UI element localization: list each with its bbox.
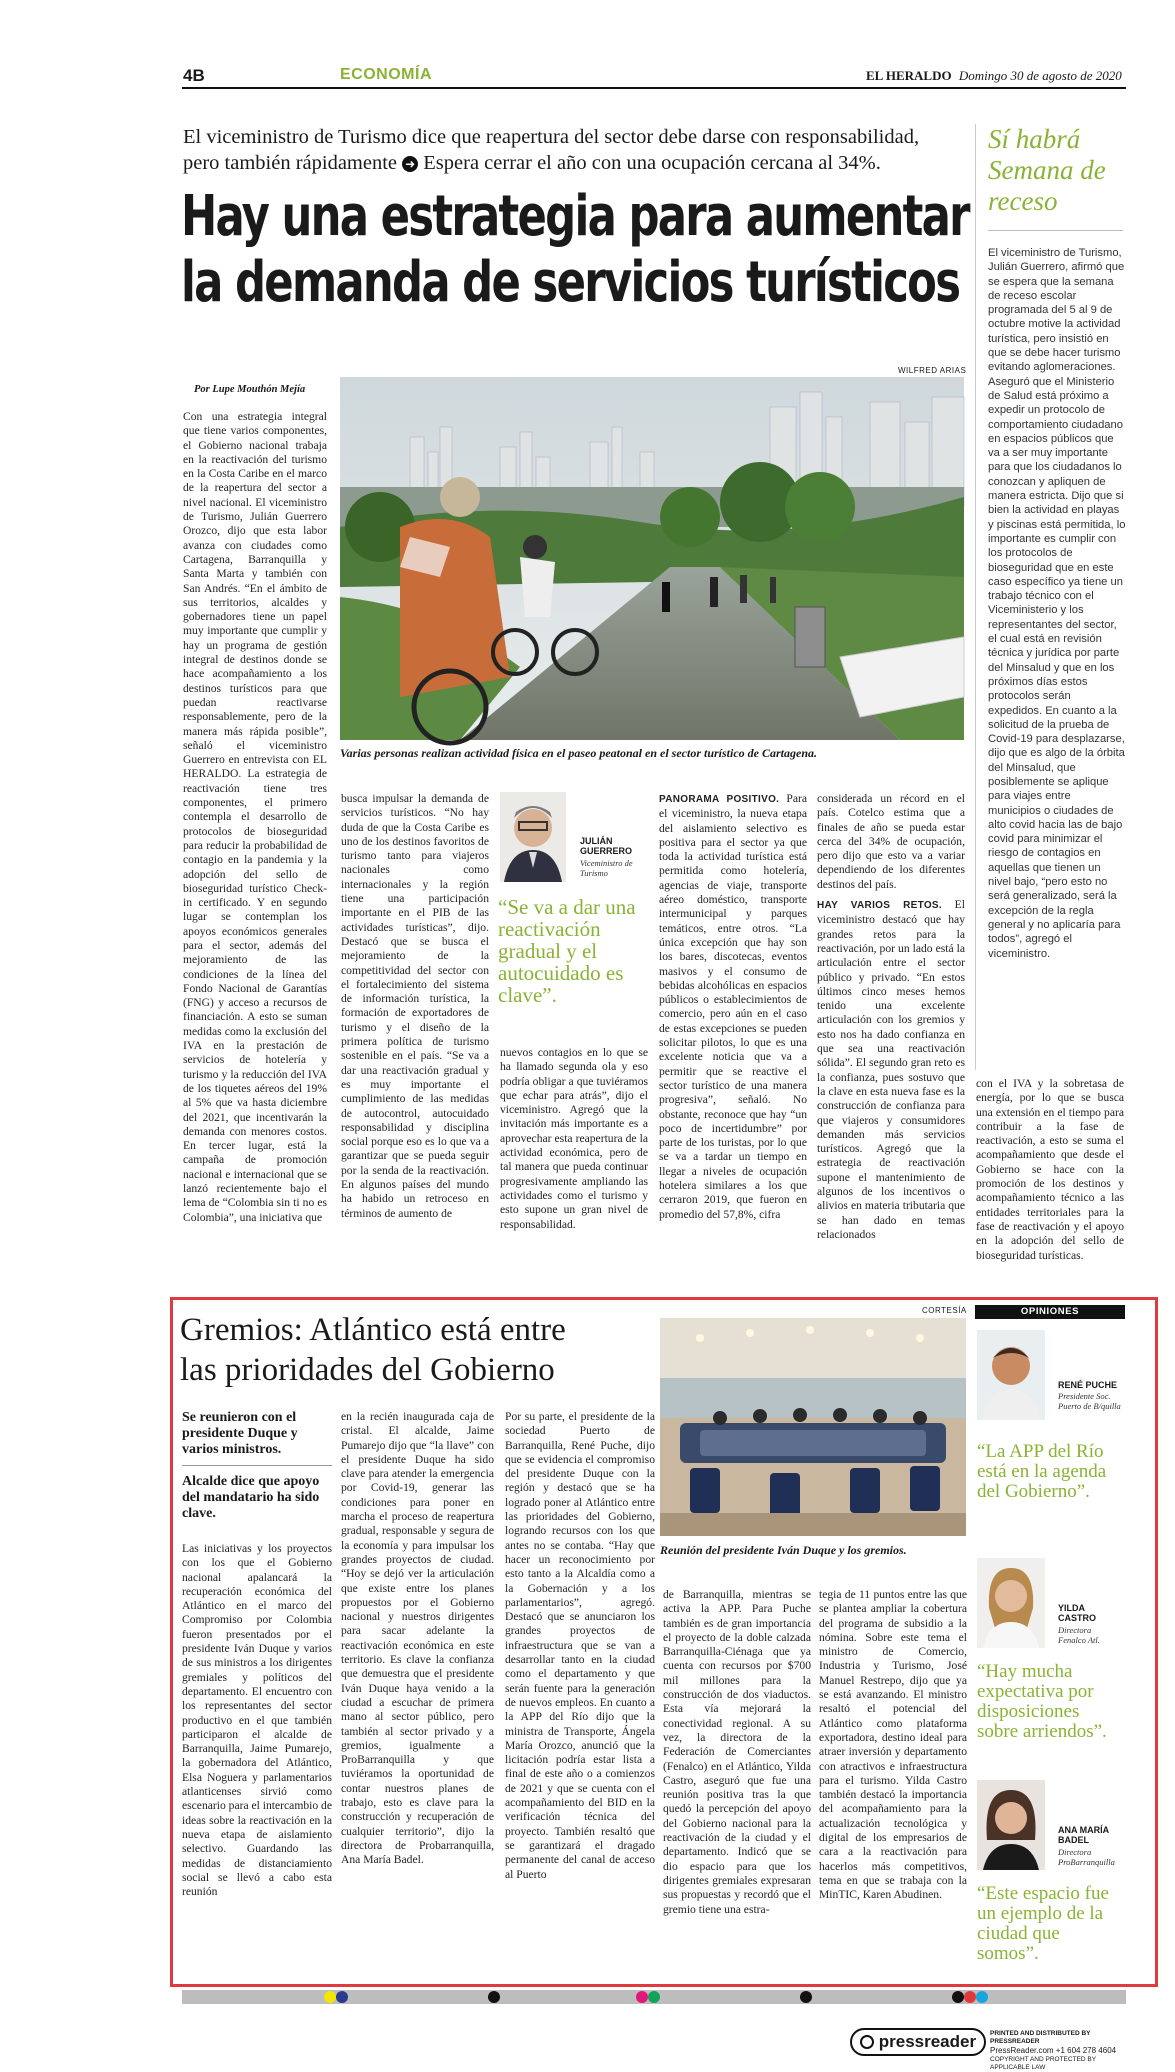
pressreader-brand: pressreader [878, 2032, 977, 2051]
opinion-photo-2 [977, 1558, 1045, 1648]
cartagena-photo [340, 377, 964, 740]
opinion-name-3: ANA MARÍA BADEL [1058, 1825, 1109, 1845]
opinion-quote-1: “La APP del Río está en la agenda del Gobierno”. [977, 1441, 1107, 1502]
main-column-3: nuevos contagios en lo que se ha llamado segunda ola y eso podría obligar a que tuviéramos que echar para atrás”, dijo el viceministro. Agregó que la invitación más importante es a aprovechar esta reapertura de la actividad económica, pero de tal manera que pueda continuar progresivamente ampliando las actividades como el turismo y esto supone un gran nivel de responsabilidad. [500, 1046, 648, 1231]
opinion-role-3: Directora ProBarranquilla [1058, 1847, 1115, 1867]
second-photo-credit: CORTESÍA [922, 1306, 967, 1315]
date: Domingo 30 de agosto de 2020 [958, 68, 1122, 83]
portrait-name: JULIÁN GUERRERO [580, 836, 633, 856]
opinion-photo-3 [977, 1780, 1045, 1870]
photo-caption: Varias personas realizan actividad física en el paseo peatonal en el sector turístico de Cartagena. [340, 746, 817, 760]
column-5-text-b: El viceministro destacó que hay grandes retos para la reactivación, por un lado está la articulación entre el sector público y privado. “En estos últimos cinco meses hemos tenido una excelente articulación con los gremios y esto nos ha dado confianza en que sea una reactivación sólida”. El segundo gran reto es la confianza, pues sostuvo que la clave en esta nueva fase es la construcción de confianza para que viajeros y consumidores demanden más servicios turísticos. Agregó que la estrategia de reactivación supone el mantenimiento de algunos de los incentivos o alivios en materia tributaria que se han dado en temas relacionados [817, 898, 965, 1241]
second-headline [180, 1310, 650, 1390]
headline-line-2: la demanda de servicios turísticos [181, 250, 960, 315]
main-column-6: con el IVA y la sobretasa de energía, por lo que se busca una extensión en el tiempo para contribuir a la fase de reactivación, a esto se suma el acompañamiento que desde el Gobierno se hace con la promoción de los destinos y acompañamiento técnico a las entidades territoriales para la fase de reactivación y el apoyo en la adopción del sello de bioseguridad turísticas. [976, 1077, 1124, 1262]
main-headline [181, 184, 969, 316]
second-column-2: en la recién inaugurada caja de cristal. El alcalde, Jaime Pumarejo dijo que “la llave” con el presidente Duque ha sido clave para atender la emergencia por Covid-19, generar las condiciones para poner en marcha el proceso de reapertura gradual, responsable y segura de la economía y para impulsar los grandes proyectos de ciudad. “Hoy se dejó ver la articulación que existe entre los planes propuestos por el Gobierno nacional y nuestros dirigentes para sacar adelante la reactivación económica en este territorio. Es clave la confianza que demuestra que el presidente Iván Duque haya venido a la ciudad a escuchar de primera mano al sector público, pero también al sector privado y a gremios, igualmente a ProBarranquilla y que tuviéramos la oportunidad de contar nuestros planes de trabajo, esto es clave para la construcción y recuperación de cualquier territorio”, dijo la directora de Probarranquilla, Ana María Badel. [341, 1410, 494, 1867]
column-5-text: considerada un récord en el país. Cotelco estima que a finales de año se pueda estar cerca del 34% de ocupación, pero dijo que esto va a variar dependiendo de los diferentes destinos del país. [817, 792, 965, 891]
opinion-role-1: Presidente Soc. Puerto de B/quilla [1058, 1391, 1121, 1411]
headline-line-1: Hay una estrategia para aumentar [181, 184, 969, 249]
footer-printed: PRINTED AND DISTRIBUTED BY PRESSREADER [990, 2030, 1091, 2045]
main-column-1: Con una estrategia integral que tiene varios componentes, el Gobierno nacional trabaja en la reactivación del turismo en la Costa Caribe en el marco de la reapertura del sector a nivel nacional. El viceministro de Turismo, Julián Guerrero Orozco, dijo que esta labor avanza con ciudades como Cartagena, Barranquilla y Santa Marta y también con San Andrés. “En el ámbito de sus territorios, alcaldes y gobernadores tiene un papel muy importante que cumplir y hay un programa de gestión integral de destinos donde se hace acompañamiento a los destinos turísticos para que puedan reactivarse responsablemente, pero de la manera más rápida posible”, señaló el viceministro Guerrero en entrevista con EL HERALDO. La estrategia de reactivación tiene tres componentes, el primero contempla el desarrollo de protocolos de bioseguridad para reducir la probabilidad de contagio en la pandemia y la adopción del sello de bioseguridad turístico Check-in certificado. Y en segundo lugar se contemplan los apoyos económicos generales para el sector, además del mejoramiento de las condiciones de la línea del Fondo Nacional de Garantías (FNG) y acceso a recursos de financiación. A esto se suman medidas como la exclusión del IVA en la prestación de servicios de hotelería y turismo y la reducción del IVA de los tiquetes aéreos del 19% al 5% que va hasta diciembre del 2021, que incentivarán la demanda con menores costos. En tercer lugar, está la campaña de promoción nacional e internacional que se lanzó recientemente bajo el lema de “Colombia sin ti no es Colombia”, una iniciativa que [183, 410, 327, 1224]
column-4-text: Para el viceministro, la nueva etapa del aislamiento selectivo es positiva para el sector ya que toda la actividad turística está permitida como hotelería, agencias de viaje, transporte aéreo doméstico, transporte intermunicipal y parques temáticos, entre otros. “La única excepción que hay son los bares, discotecas, eventos masivos y el consumo de bebidas alcohólicas en espacios públicos o establecimientos de comercio, pero aún en el caso de estas excepciones se pueden solicitar pilotos, lo que es una excelente noticia que va a permitir que se reactive el sector turístico de una manera progresiva”, señaló. No obstante, reconoce que hay “un poco de incertidumbre” por parte de los turistas, por lo que se va a tardar un tiempo en llegar a niveles de ocupación hotelera similares a los que cerraron 2019, que fueron en promedio del 57,8%, cifra [659, 792, 807, 1221]
footer-info [990, 2030, 1125, 2072]
second-column-3: Por su parte, el presidente de la sociedad Puerto de Barranquilla, René Puche, dijo que se evidencia el compromiso del presidente Duque con la región y destacó que se ha logrado poner al Atlántico entre las prioridades del Gobierno, logrando recursos con los que antes no se contaba. “Hay que hacer un reconocimiento por esto tanto a la Alcaldía como a la Gobernación y a los parlamentarios”, agregó. Destacó que se anunciaron los grandes proyectos de infraestructura que se van a desarrollar tanto en la ciudad como el departamento y que serán fuente para la generación de nuevos empleos. En cuanto a la APP del Río dijo que la ministra de Transporte, Ángela María Orozco, anunció que la licitación podría estar lista a final de este año o a comienzos de 2021 y que se cuenta con el acompañamiento del BID en la verificación técnica del proyecto. También resaltó que se garantizará el dragado permanente del canal de acceso al Puerto [505, 1410, 655, 1881]
column-5-lead: HAY VARIOS RETOS. [817, 900, 942, 912]
deck-rule [182, 1465, 332, 1466]
opinion-name-2: YILDA CASTRO [1058, 1603, 1096, 1623]
registration-dots [182, 1990, 1126, 2004]
byline: Por Lupe Mouthón Mejía [194, 384, 306, 395]
meeting-photo [660, 1318, 966, 1536]
pull-quote: “Se va a dar una reactivación gradual y el autocuidado es clave”. [498, 895, 636, 1007]
opinion-quote-2: “Hay mucha expectativa por disposiciones sobre arriendos”. [977, 1661, 1107, 1742]
deck-1: Se reunieron con el presidente Duque y varios ministros. [182, 1410, 298, 1457]
arrow-icon: ➜ [402, 156, 418, 172]
main-column-2: busca impulsar la demanda de servicios turísticos. “No hay duda de que la Costa Caribe es uno de los destinos favoritos de turismo tanto para viajeros nacionales como internacionales y la región tiene una participación importante en el PIB de las actividades turísticas”, dijo. Destacó que se busca el mejoramiento de la competitividad del sector con el fortalecimiento del sistema de información turística, la formación de exportadores de turismo y el diseño de la primera política de turismo sostenible en el país. “Se va a dar una reactivación gradual y es muy importante el cumplimiento de las medidas de autocontrol, autocuidado responsabilidad y disciplina social porque eso es lo que va a garantizar que se pueda seguir por la senda de la reactivación. En algunos países del mundo ha habido un retroceso en términos de aumento de [341, 792, 489, 1220]
main-column-4 [659, 792, 807, 1276]
opinions-title: OPINIONES [1020, 1306, 1080, 1317]
second-column-4: de Barranquilla, mientras se activa la APP. Para Puche también es de gran importancia el proyecto de la doble calzada Barranquilla-Ciénaga que ya cuenta con recursos por $700 mil millones para la construcción de dos viaductos. Esta vía mejorará la conectividad regional. A su vez, la directora de la Federación de Comerciantes (Fenalco) en el Atlántico, Yilda Castro, aseguró que fue una reunión positiva tras la que quedó la percepción del apoyo del Gobierno nacional para la reactivación de la ciudad y el departamento. Indicó que se dio espacio para que los dirigentes gremiales expresaran sus propuestas y recordó que el gremio tiene una estra- [663, 1588, 811, 1916]
guerrero-portrait [500, 792, 566, 882]
section-label: ECONOMÍA [340, 66, 432, 83]
main-column-5 [817, 792, 965, 1276]
pressreader-logo[interactable] [850, 2028, 986, 2056]
second-column-1: Las iniciativas y los proyectos con los que el Gobierno nacional apalancará la recuperación económica del Atlántico en el marco del Compromiso por Colombia fueron presentados por el presidente Iván Duque y varios de sus ministros a los dirigentes gremiales y políticos del departamento. El encuentro con los representantes del sector productivo en el que también participaron el alcalde de Barranquilla, Jaime Pumarejo, la gobernadora del Atlántico, Elsa Noguera y parlamentarios atlanticenses sirvió como escenario para el intercambio de ideas sobre la reactivación en la nueva etapa de aislamiento selectivo. Guardando las medidas de distanciamiento social se llevó a cabo esta reunión [182, 1542, 332, 1899]
column-4-lead: PANORAMA POSITIVO. [659, 794, 780, 805]
page-number: 4B [183, 66, 205, 85]
second-headline-line-1: Gremios: Atlántico está entre [180, 1312, 566, 1348]
opinion-name-1: RENÉ PUCHE [1058, 1380, 1118, 1390]
deck-2: Alcalde dice que apoyo del mandatario ha sido clave. [182, 1474, 320, 1521]
photo-credit: WILFRED ARIAS [898, 366, 967, 375]
portrait-role: Viceministro de Turismo [580, 858, 633, 878]
kicker-text: El viceministro de Turismo dice que reapertura del sector debe darse con responsabilidad, pero también rápidamente [183, 126, 920, 174]
second-column-5: tegia de 11 puntos entre las que se plantea ampliar la cobertura del programa de subsidio a la nómina. Sobre este tema el ministro de Comercio, Industria y Turismo, José Manuel Restrepo, dijo que ya se está avanzando. El ministro resaltó el potencial del Atlántico como plataforma exportadora, destino ideal para atraer inversión y departamento con atractivos e infraestructura para el turismo. Yilda Castro también destacó la importancia del acompañamiento para la actualización tecnológica y digital de los empresarios de cara a la reactivación para hacerlos más competitivos, tema en que se trabaja con la MinTIC, Karen Abudinen. [819, 1588, 967, 1902]
footer-copyright: COPYRIGHT AND PROTECTED BY APPLICABLE LAW [990, 2056, 1096, 2071]
second-caption: Reunión del presidente Iván Duque y los gremios. [660, 1543, 907, 1557]
opinion-photo-1 [977, 1330, 1045, 1420]
header-rule [182, 87, 1126, 89]
sidebar-title: Sí habrá Semana de receso [988, 124, 1106, 216]
kicker-text-2: Espera cerrar el año con una ocupación cercana al 34%. [423, 152, 881, 174]
pressreader-icon [860, 2035, 874, 2049]
sidebar-title-rule [988, 230, 1123, 231]
opinion-role-2: Directora Fenalco Atl. [1058, 1625, 1100, 1645]
second-headline-line-2: las prioridades del Gobierno [180, 1352, 555, 1388]
footer-phone: PressReader.com +1 604 278 4604 [990, 2046, 1117, 2055]
sidebar-divider [975, 124, 976, 1070]
kicker [183, 124, 948, 176]
sidebar-body: El viceministro de Turismo, Julián Guerrero, afirmó que se espera que la semana de receso escolar programada del 5 al 9 de octubre motive la actividad turística, pero insistió en que se debe hacer turismo evitando aglomeraciones. Aseguró que el Ministerio de Salud está próximo a expedir un protocolo de comportamiento ciudadano en espacios públicos que va a ser muy importante para que los ciudadanos lo conozcan y apliquen de manera estricta. Dijo que si bien la actividad en playas y piscinas está permitida, lo importante es cumplir con los protocolos de bioseguridad que en este caso específico ya tiene un trabajo técnico con el Viceministerio y los representantes del sector, el cual está en revisión técnica y jurídica por parte del Minsalud y que en los próximos días estos protocolos serán expedidos. En cuanto a la solicitud de la prueba de Covid-19 para desplazarse, dijo que es algo de la órbita del Minsalud, que posiblemente se aplique para viajes entre municipios o ciudades de alto covid hacia las de bajo covid para minimizar el riesgo de contagios en aquellas que tienen un nivel bajo, “pero esto no será generalizado, será la excepción de la regla general y no aplicaría para todos”, agregó el viceministro. [988, 247, 1126, 960]
opinion-quote-3: “Este espacio fue un ejemplo de la ciudad que somos”. [977, 1883, 1109, 1964]
masthead [866, 68, 1122, 84]
paper-name: EL HERALDO [866, 68, 952, 83]
